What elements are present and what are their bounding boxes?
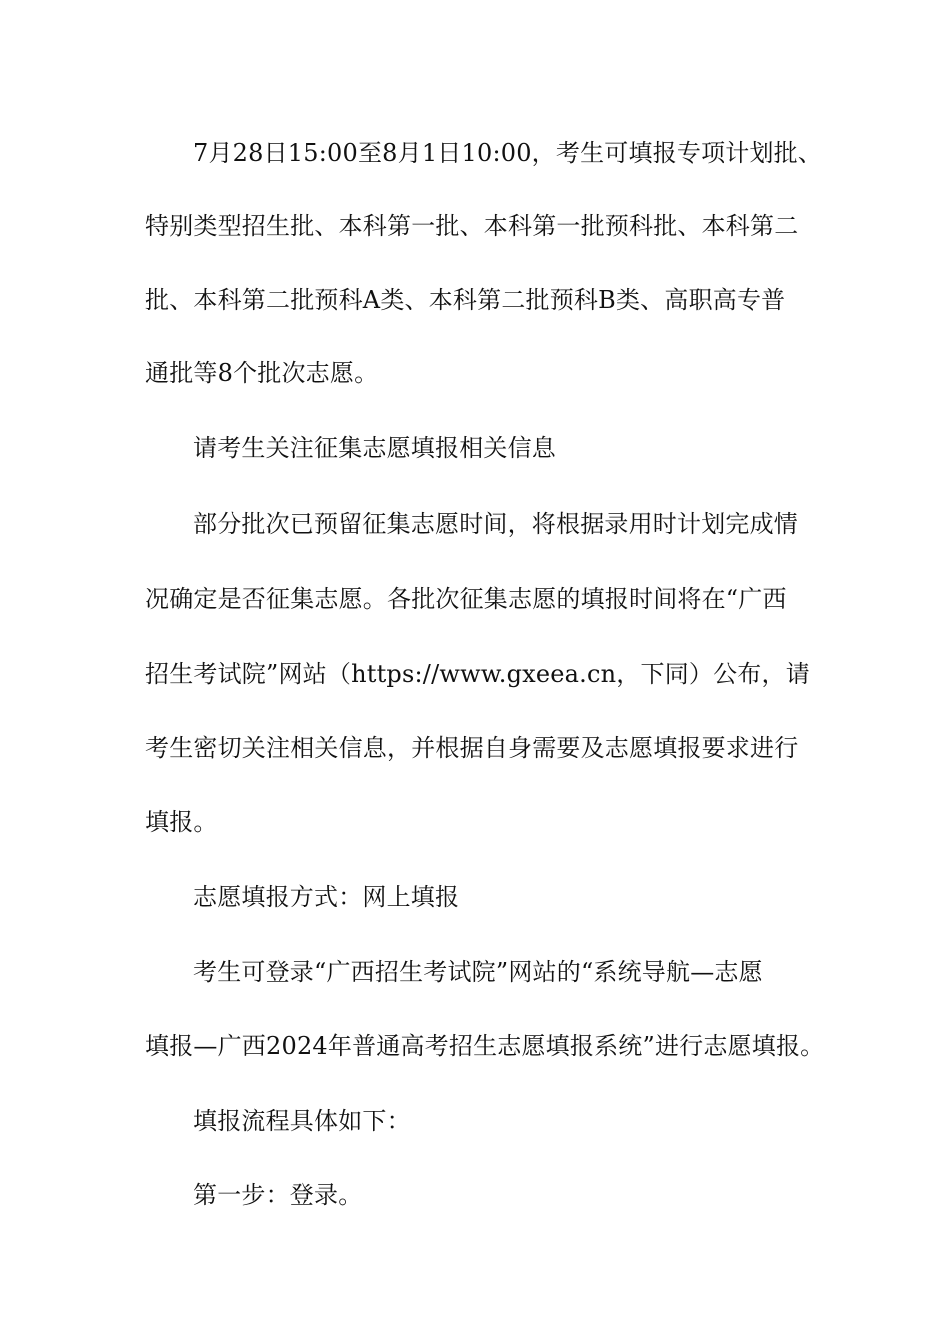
- paragraph-3-line-2: 填报—广西2024年普通高考招生志愿填报系统”进行志愿填报。: [145, 1032, 825, 1060]
- section-heading-process: 填报流程具体如下：: [193, 1107, 411, 1135]
- paragraph-2-line-5: 填报。: [145, 808, 218, 836]
- step-one-heading: 第一步：登录。: [193, 1181, 363, 1209]
- paragraph-2-line-2: 况确定是否征集志愿。各批次征集志愿的填报时间将在“广西: [145, 585, 787, 613]
- paragraph-1-line-4: 通批等8个批次志愿。: [145, 359, 379, 387]
- paragraph-2-line-3: 招生考试院”网站（https://www.gxeea.cn，下同）公布，请: [145, 660, 810, 688]
- section-heading-method: 志愿填报方式：网上填报: [193, 883, 460, 911]
- paragraph-1-line-3: 批、本科第二批预科A类、本科第二批预科B类、高职高专普: [145, 286, 786, 314]
- paragraph-3-line-1: 考生可登录“广西招生考试院”网站的“系统导航—志愿: [193, 958, 763, 986]
- paragraph-2-line-1: 部分批次已预留征集志愿时间，将根据录用时计划完成情: [193, 510, 798, 538]
- section-heading-collection: 请考生关注征集志愿填报相关信息: [193, 434, 556, 462]
- paragraph-2-line-4: 考生密切关注相关信息，并根据自身需要及志愿填报要求进行: [145, 734, 799, 762]
- paragraph-1-line-2: 特别类型招生批、本科第一批、本科第一批预科批、本科第二: [145, 212, 799, 240]
- paragraph-1-line-1: 7月28日15:00至8月1日10:00，考生可填报专项计划批、: [193, 139, 823, 167]
